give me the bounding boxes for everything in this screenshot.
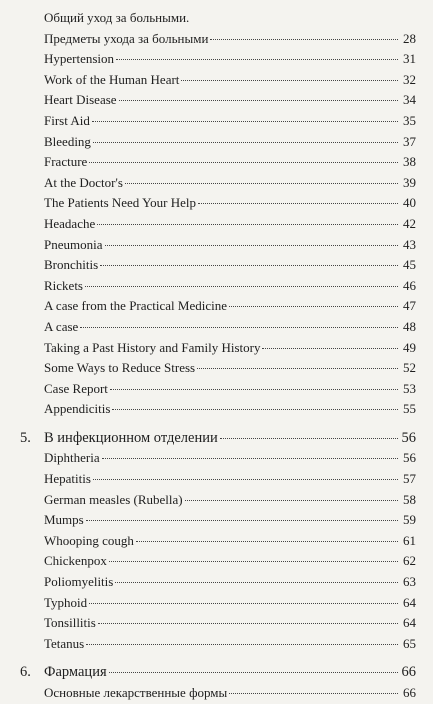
dot-leader xyxy=(197,368,398,369)
toc-entry[interactable] xyxy=(20,70,416,91)
dot-leader xyxy=(181,80,398,81)
toc-entry-page-number: 61 xyxy=(403,532,416,548)
toc-entry-title: At the Doctor's xyxy=(44,174,123,190)
toc-entry-page-number: 55 xyxy=(403,401,416,417)
toc-entry-title: Work of the Human Heart xyxy=(44,71,180,87)
toc-entry-title: Diphtheria xyxy=(44,450,100,466)
toc-entry[interactable] xyxy=(20,358,416,379)
toc-entry-page-number: 45 xyxy=(403,257,416,273)
toc-entry[interactable] xyxy=(20,448,416,469)
toc-entry[interactable] xyxy=(20,683,416,704)
dot-leader xyxy=(110,389,398,390)
toc-entry-title: Some Ways to Reduce Stress xyxy=(44,360,196,376)
section-title: В инфекционном отделении xyxy=(44,429,218,446)
section-page-number: 56 xyxy=(401,429,416,446)
toc-section-6[interactable] xyxy=(20,662,416,683)
toc-entry-page-number: 48 xyxy=(403,318,416,334)
dot-leader xyxy=(86,644,398,645)
dot-leader xyxy=(136,541,398,542)
toc-entry-title: Pneumonia xyxy=(44,236,103,252)
dot-leader xyxy=(86,520,398,521)
toc-entry-page-number: 49 xyxy=(403,339,416,355)
dot-leader xyxy=(210,39,398,40)
dot-leader xyxy=(220,438,398,439)
toc-entry-page-number: 43 xyxy=(403,236,416,252)
dot-leader xyxy=(119,100,398,101)
dot-leader xyxy=(97,224,398,225)
toc-entry-title: Tetanus xyxy=(44,635,85,651)
toc-entry-page-number: 63 xyxy=(403,574,416,590)
toc-entry-title: Heart Disease xyxy=(44,92,117,108)
section-4-list xyxy=(20,29,416,420)
toc-entry-page-number: 65 xyxy=(403,635,416,651)
toc-entry-title: Предметы ухода за больными xyxy=(44,30,209,46)
toc-entry-page-number: 32 xyxy=(403,71,416,87)
toc-entry[interactable] xyxy=(20,111,416,132)
toc-entry-page-number: 66 xyxy=(403,685,416,700)
dot-leader xyxy=(98,623,398,624)
toc-entry-title: A case from the Practical Medicine xyxy=(44,298,228,314)
dot-leader xyxy=(102,458,398,459)
toc-entry-title: The Patients Need Your Help xyxy=(44,195,197,211)
dot-leader xyxy=(229,693,398,694)
toc-entry-title: Hepatitis xyxy=(44,471,91,487)
toc-entry[interactable] xyxy=(20,469,416,490)
toc-entry-page-number: 47 xyxy=(403,298,416,314)
section-5-list xyxy=(20,448,416,654)
table-of-contents xyxy=(20,8,416,704)
toc-entry-page-number: 53 xyxy=(403,380,416,396)
dot-leader xyxy=(105,245,399,246)
dot-leader xyxy=(109,672,398,673)
toc-entry-title: Typhoid xyxy=(44,594,88,610)
toc-entry-title: Chickenpox xyxy=(44,553,107,569)
toc-entry[interactable] xyxy=(20,593,416,614)
toc-entry-title: Case Report xyxy=(44,380,108,396)
toc-entry-page-number: 35 xyxy=(403,112,416,128)
toc-entry[interactable] xyxy=(20,296,416,317)
toc-entry-page-number: 62 xyxy=(403,553,416,569)
toc-entry[interactable] xyxy=(20,634,416,655)
toc-entry[interactable] xyxy=(20,551,416,572)
toc-entry-page-number: 46 xyxy=(403,277,416,293)
dot-leader xyxy=(125,183,398,184)
toc-entry-page-number: 34 xyxy=(403,92,416,108)
toc-entry-page-number: 31 xyxy=(403,51,416,67)
toc-entry-title: German measles (Rubella) xyxy=(44,491,183,507)
dot-leader xyxy=(185,500,398,501)
toc-entry[interactable] xyxy=(20,338,416,359)
section-number: 5. xyxy=(20,429,31,446)
toc-entry-title: Mumps xyxy=(44,512,84,528)
toc-entry[interactable] xyxy=(20,613,416,634)
toc-entry[interactable] xyxy=(20,49,416,70)
section-number: 6. xyxy=(20,664,31,681)
toc-section-5[interactable] xyxy=(20,428,416,449)
dot-leader xyxy=(112,409,398,410)
toc-heading-continued xyxy=(20,8,416,29)
toc-entry-page-number: 40 xyxy=(403,195,416,211)
dot-leader xyxy=(198,203,398,204)
toc-entry-page-number: 37 xyxy=(403,133,416,149)
toc-entry-page-number: 42 xyxy=(403,215,416,231)
toc-entry[interactable] xyxy=(20,132,416,153)
dot-leader xyxy=(262,348,398,349)
section-title: Фармация xyxy=(44,664,107,681)
dot-leader xyxy=(93,142,398,143)
dot-leader xyxy=(89,603,398,604)
toc-entry[interactable] xyxy=(20,255,416,276)
dot-leader xyxy=(109,561,398,562)
toc-entry[interactable] xyxy=(20,152,416,173)
toc-entry[interactable] xyxy=(20,90,416,111)
toc-entry[interactable] xyxy=(20,317,416,338)
dot-leader xyxy=(93,479,398,480)
toc-entry-title: Rickets xyxy=(44,277,83,293)
toc-entry-title: Poliomyelitis xyxy=(44,574,114,590)
dot-leader xyxy=(116,59,398,60)
dot-leader xyxy=(80,327,398,328)
toc-entry[interactable] xyxy=(20,235,416,256)
toc-entry[interactable] xyxy=(20,510,416,531)
toc-entry-page-number: 59 xyxy=(403,512,416,528)
toc-entry-title: A case xyxy=(44,318,79,334)
toc-entry[interactable] xyxy=(20,572,416,593)
toc-entry[interactable] xyxy=(20,379,416,400)
dot-leader xyxy=(85,286,398,287)
toc-entry[interactable] xyxy=(20,490,416,511)
toc-entry-title: Bleeding xyxy=(44,133,91,149)
toc-entry-title: Taking a Past History and Family History xyxy=(44,339,261,355)
toc-entry-title: Fracture xyxy=(44,154,88,170)
toc-entry[interactable] xyxy=(20,29,416,50)
dot-leader xyxy=(229,306,398,307)
section-6-list xyxy=(20,683,416,704)
toc-entry-page-number: 52 xyxy=(403,360,416,376)
toc-entry[interactable] xyxy=(20,531,416,552)
toc-entry-title: Headache xyxy=(44,215,96,231)
dot-leader xyxy=(115,582,398,583)
toc-entry-page-number: 58 xyxy=(403,491,416,507)
toc-entry-title: Bronchitis xyxy=(44,257,99,273)
toc-entry-page-number: 64 xyxy=(403,615,416,631)
toc-entry[interactable] xyxy=(20,173,416,194)
dot-leader xyxy=(89,162,398,163)
dot-leader xyxy=(92,121,398,122)
toc-entry[interactable] xyxy=(20,193,416,214)
dot-leader xyxy=(100,265,398,266)
toc-entry-title: Appendicitis xyxy=(44,401,111,417)
toc-entry-title: Whooping cough xyxy=(44,532,134,548)
toc-entry[interactable] xyxy=(20,214,416,235)
section-page-number: 66 xyxy=(401,664,416,681)
toc-entry-page-number: 39 xyxy=(403,174,416,190)
toc-entry-page-number: 57 xyxy=(403,471,416,487)
toc-entry-title: Hypertension xyxy=(44,51,115,67)
toc-entry-page-number: 28 xyxy=(403,30,416,46)
toc-entry-page-number: 38 xyxy=(403,154,416,170)
toc-entry-title: Основные лекарственные формы xyxy=(44,685,228,700)
toc-entry-title: Tonsillitis xyxy=(44,615,96,631)
toc-entry-page-number: 64 xyxy=(403,594,416,610)
toc-entry[interactable] xyxy=(20,399,416,420)
toc-entry-title: First Aid xyxy=(44,112,90,128)
toc-entry[interactable] xyxy=(20,276,416,297)
toc-heading-title: Общий уход за больными. xyxy=(44,10,190,25)
toc-entry-page-number: 56 xyxy=(403,450,416,466)
